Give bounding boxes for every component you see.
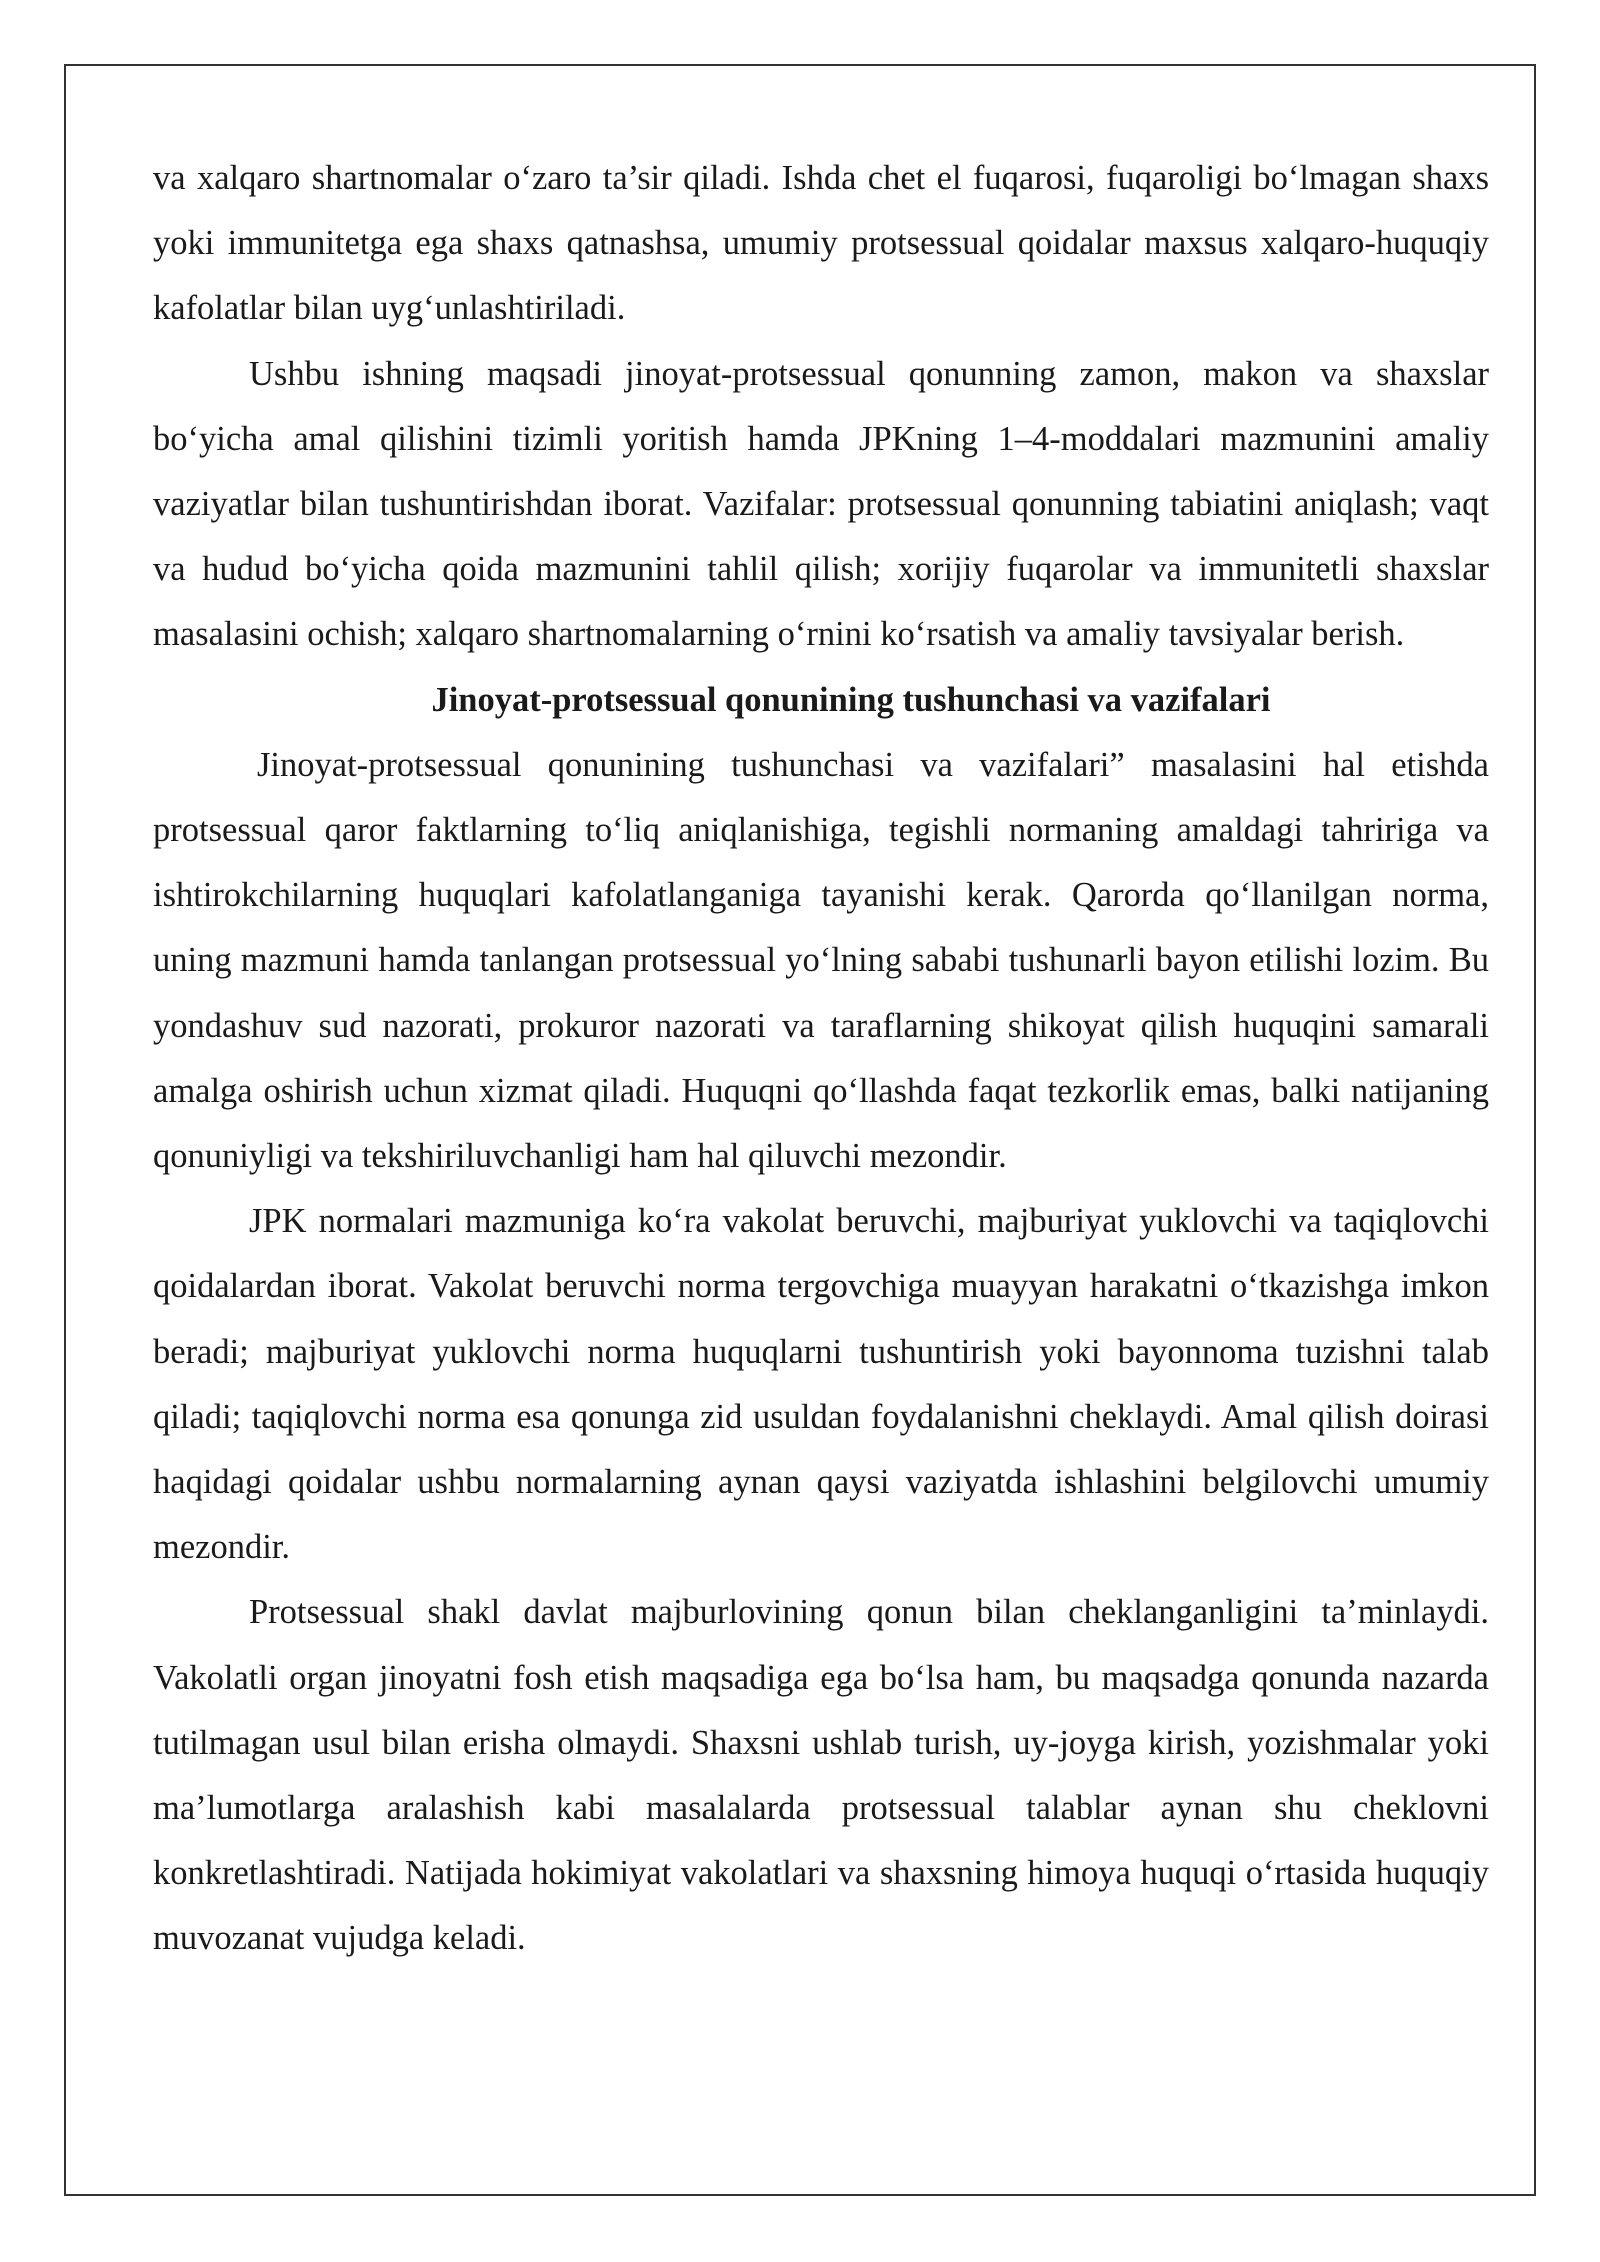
paragraph-norms: JPK normalari mazmuniga ko‘ra vakolat beruvchi, majburiyat yuklovchi va taqiqlovchi qoidalardan iborat. Vakolat beruvchi norma tergovchiga muayyan harakatni o‘tkazishga imkon beradi; majburiyat yuklovchi norma huquqlarni tushuntirish yoki bayonnoma tuzishni talab qiladi; taqiqlovchi norma esa qonunga zid usuldan foydalanishni cheklaydi. Amal qilish doirasi haqidagi qoidalar ushbu normalarning aynan qaysi vaziyatda ishlashini belgilovchi umumiy mezondir. xyxy=(153,1202,1489,1567)
document-body xyxy=(153,146,1489,1972)
paragraph-concept: Jinoyat-protsessual qonunining tushunchasi va vazifalari” masalasini hal etishda protsessual qaror faktlarning to‘liq aniqlanishiga, tegishli normaning amaldagi tahririga va ishtirokchilarning huquqlari kafolatlanganiga tayanishi kerak. Qarorda qo‘llanilgan norma, uning mazmuni hamda tanlangan protsessual yo‘lning sababi tushunarli bayon etilishi lozim. Bu yondashuv sud nazorati, prokuror nazorati va taraflarning shikoyat qilish huquqini samarali amalga oshirish uchun xizmat qiladi. Huquqni qo‘llashda faqat tezkorlik emas, balki natijaning qonuniyligi va tekshiriluvchanligi ham hal qiluvchi mezondir. xyxy=(153,745,1489,1176)
paragraph-purpose: Ushbu ishning maqsadi jinoyat-protsessual qonunning zamon, makon va shaxslar bo‘yicha amal qilishini tizimli yoritish hamda JPKning 1–4-moddalari mazmunini amaliy vaziyatlar bilan tushuntirishdan iborat. Vazifalar: protsessual qonunning tabiatini aniqlash; vaqt va hudud bo‘yicha qoida mazmunini tahlil qilish; xorijiy fuqarolar va immunitetli shaxslar masalasini ochish; xalqaro shartnomalarning o‘rnini ko‘rsatish va amaliy tavsiyalar berish. xyxy=(153,354,1489,654)
paragraph-procedural-form: Protsessual shakl davlat majburlovining qonun bilan cheklanganligini ta’minlaydi. Vakolatli organ jinoyatni fosh etish maqsadiga ega bo‘lsa ham, bu maqsadga qonunda nazarda tutilmagan usul bilan erisha olmaydi. Shaxsni ushlab turish, uy-joyga kirish, yozishmalar yoki ma’lumotlarga aralashish kabi masalalarda protsessual talablar aynan shu cheklovni konkretlashtiradi. Natijada hokimiyat vakolatlari va shaxsning himoya huquqi o‘rtasida huquqiy muvozanat vujudga keladi. xyxy=(153,1593,1489,1958)
paragraph-continuation: va xalqaro shartnomalar o‘zaro ta’sir qiladi. Ishda chet el fuqarosi, fuqaroligi bo‘lmagan shaxs yoki immunitetga ega shaxs qatnashsa, umumiy protsessual qoidalar maxsus xalqaro-huquqiy kafolatlar bilan uyg‘unlashtiriladi. xyxy=(153,159,1489,328)
section-heading: Jinoyat-protsessual qonunining tushunchasi va vazifalari xyxy=(431,680,1271,719)
